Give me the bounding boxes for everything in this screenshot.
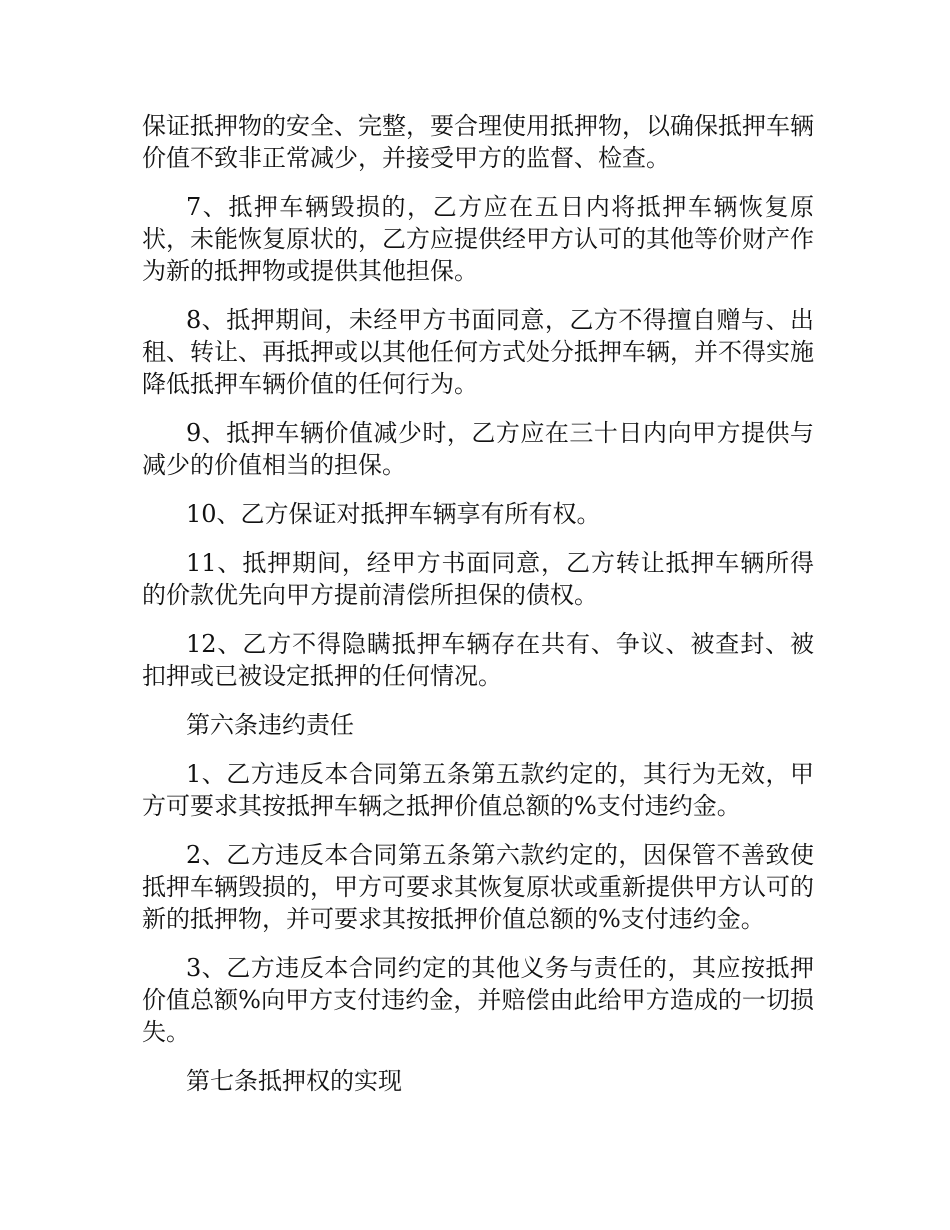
clause-item-11: 11、抵押期间，经甲方书面同意，乙方转让抵押车辆所得的价款优先向甲方提前清偿所担保的债权。 xyxy=(142,549,814,609)
clause-item-10: 10、乙方保证对抵押车辆享有所有权。 xyxy=(186,500,601,528)
clause-item-12: 12、乙方不得隐瞒抵押车辆存在共有、争议、被查封、被扣押或已被设定抵押的任何情况。 xyxy=(142,630,814,690)
penalty-item-2: 2、乙方违反本合同第五条第六款约定的，因保管不善致使抵押车辆毁损的，甲方可要求其恢复原状或重新提供甲方认可的新的抵押物，并可要求其按抵押价值总额的%支付违约金。 xyxy=(142,841,814,933)
penalty-item-3: 3、乙方违反本合同约定的其他义务与责任的，其应按抵押价值总额%向甲方支付违约金，并赔偿由此给甲方造成的一切损失。 xyxy=(142,954,814,1046)
penalty-item-1: 1、乙方违反本合同第五条第五款约定的，其行为无效，甲方可要求其按抵押车辆之抵押价值总额的%支付违约金。 xyxy=(142,760,814,820)
clause-item-7: 7、抵押车辆毁损的，乙方应在五日内将抵押车辆恢复原状，未能恢复原状的，乙方应提供经甲方认可的其他等价财产作为新的抵押物或提供其他担保。 xyxy=(142,193,814,285)
document-page xyxy=(142,110,814,1114)
section-heading-article-6: 第六条违约责任 xyxy=(186,711,354,739)
clause-item-8: 8、抵押期间，未经甲方书面同意，乙方不得擅自赠与、出租、转让、再抵押或以其他任何方式处分抵押车辆，并不得实施降低抵押车辆价值的任何行为。 xyxy=(142,306,814,398)
section-heading-article-7: 第七条抵押权的实现 xyxy=(186,1067,402,1095)
clause-item-9: 9、抵押车辆价值减少时，乙方应在三十日内向甲方提供与减少的价值相当的担保。 xyxy=(142,419,814,479)
paragraph-continuation: 保证抵押物的安全、完整，要合理使用抵押物，以确保抵押车辆价值不致非正常减少，并接受甲方的监督、检查。 xyxy=(142,112,814,172)
